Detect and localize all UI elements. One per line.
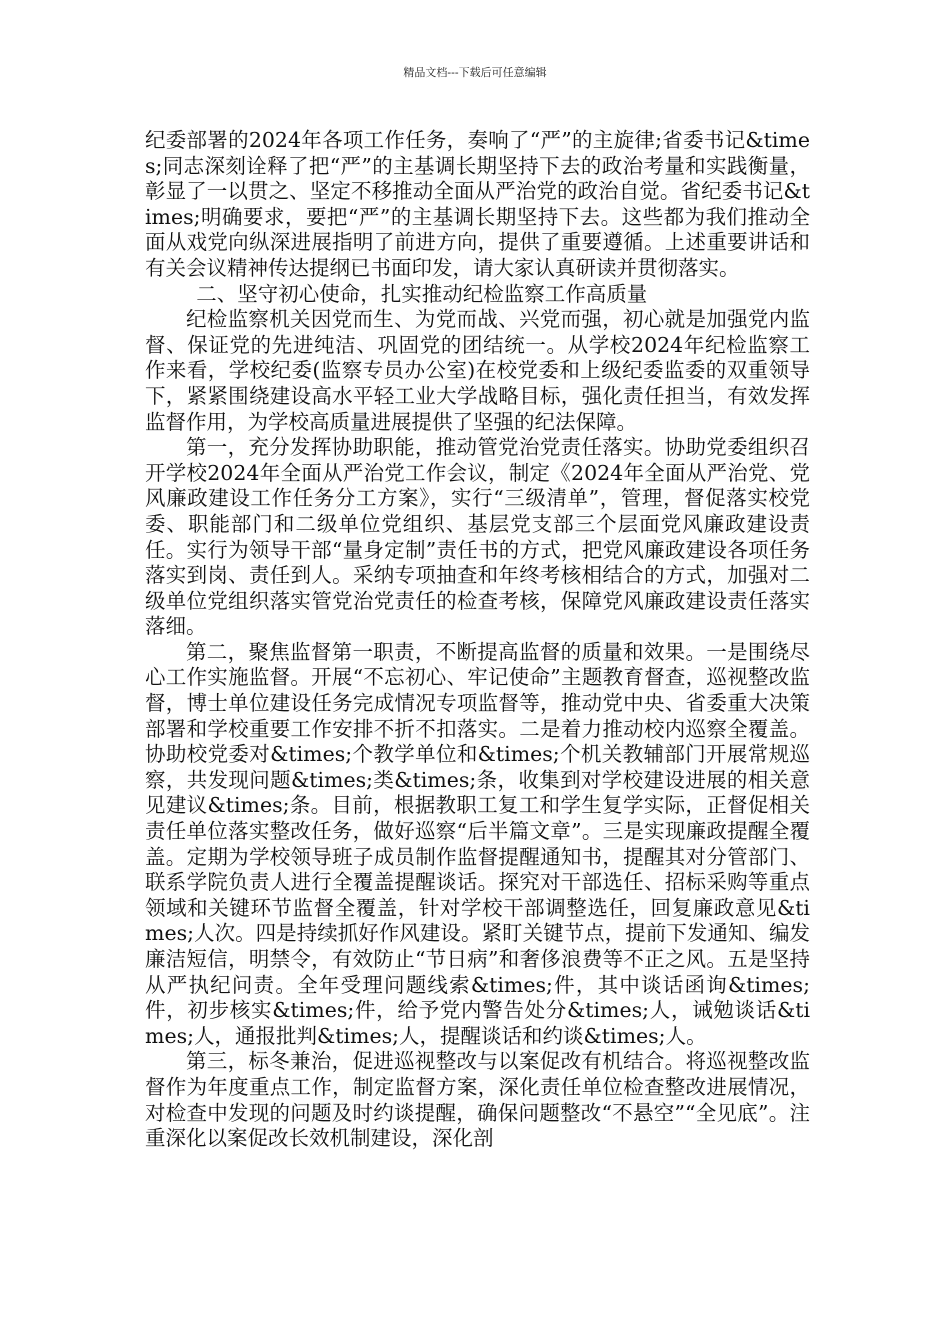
body-paragraph: 第三，标冬兼治，促进巡视整改与以案促改有机结合。将巡视整改监督作为年度重点工作，制定监督方案，深化责任单位检查整改进展情况，对检查中发现的问题及时约谈提醒，确保问题整改“不悬空”“全见底”。注重深化以案促改长效机制建设，深化剖 (145, 1049, 810, 1151)
body-paragraph: 纪委部署的2024年各项工作任务，奏响了“严”的主旋律;省委书记&times;同志深刻诠释了把“严”的主基调长期坚持下去的政治考量和实践衡量，彰显了一以贯之、坚定不移推动全面从严治党的政治自觉。省纪委书记&times;明确要求，要把“严”的主基调长期坚持下去。这些都为我们推动全面从戏党向纵深进展指明了前进方向，提供了重要遵循。上述重要讲话和有关会议精神传达提纲已书面印发，请大家认真研读并贯彻落实。 (145, 128, 810, 280)
page-header: 精品文档---下载后可任意编辑 (403, 66, 547, 79)
body-paragraph: 纪检监察机关因党而生、为党而战、兴党而强，初心就是加强党内监督、保证党的先进纯洁、巩固党的团结统一。从学校2024年纪检监察工作来看，学校纪委(监察专员办公室)在校党委和上级纪委监委的双重领导下，紧紧围绕建设高水平轻工业大学战略目标，强化责任担当，有效发挥监督作用，为学校高质量进展提供了坚强的纪法保障。 (145, 307, 810, 434)
body-paragraph: 第二，聚焦监督第一职责，不断提高监督的质量和效果。一是围绕尽心工作实施监督。开展“不忘初心、牢记使命”主题教育督查，巡视整改监督，博士单位建设任务完成情况专项监督等，推动党中央、省委重大决策部署和学校重要工作安排不折不扣落实。二是着力推动校内巡察全覆盖。协助校党委对&times;个教学单位和&times;个机关教辅部门开展常规巡察，共发现问题&times;类&times;条，收集到对学校建设进展的相关意见建议&times;条。目前，根据教职工复工和学生复学实际，正督促相关责任单位落实整改任务，做好巡察“后半篇文章”。三是实现廉政提醒全覆盖。定期为学校领导班子成员制作监督提醒通知书，提醒其对分管部门、联系学院负责人进行全覆盖提醒谈话。探究对干部选任、招标采购等重点领域和关键环节监督全覆盖，针对学校干部调整选任，回复廉政意见&times;人次。四是持续抓好作风建设。紧盯关键节点，提前下发通知、编发廉洁短信，明禁令，有效防止“节日病”和奢侈浪费等不正之风。五是坚持从严执纪问责。全年受理问题线索&times;件，其中谈话函询&times;件，初步核实&times;件，给予党内警告处分&times;人，诫勉谈话&times;人，通报批判&times;人，提醒谈话和约谈&times;人。 (145, 639, 810, 1048)
document-body (145, 128, 810, 1152)
section-heading: 二、坚守初心使命，扎实推动纪检监察工作高质量 (196, 281, 648, 306)
body-paragraph: 第一，充分发挥协助职能，推动管党治党责任落实。协助党委组织召开学校2024年全面从严治党工作会议，制定《2024年全面从严治党、党风廉政建设工作任务分工方案》，实行“三级清单”，管理，督促落实校党委、职能部门和二级单位党组织、基层党支部三个层面党风廉政建设责任。实行为领导干部“量身定制”责任书的方式，把党风廉政建设各项任务落实到岗、责任到人。采纳专项抽查和年终考核相结合的方式，加强对二级单位党组织落实管党治党责任的检查考核，保障党风廉政建设责任落实落细。 (145, 435, 810, 639)
